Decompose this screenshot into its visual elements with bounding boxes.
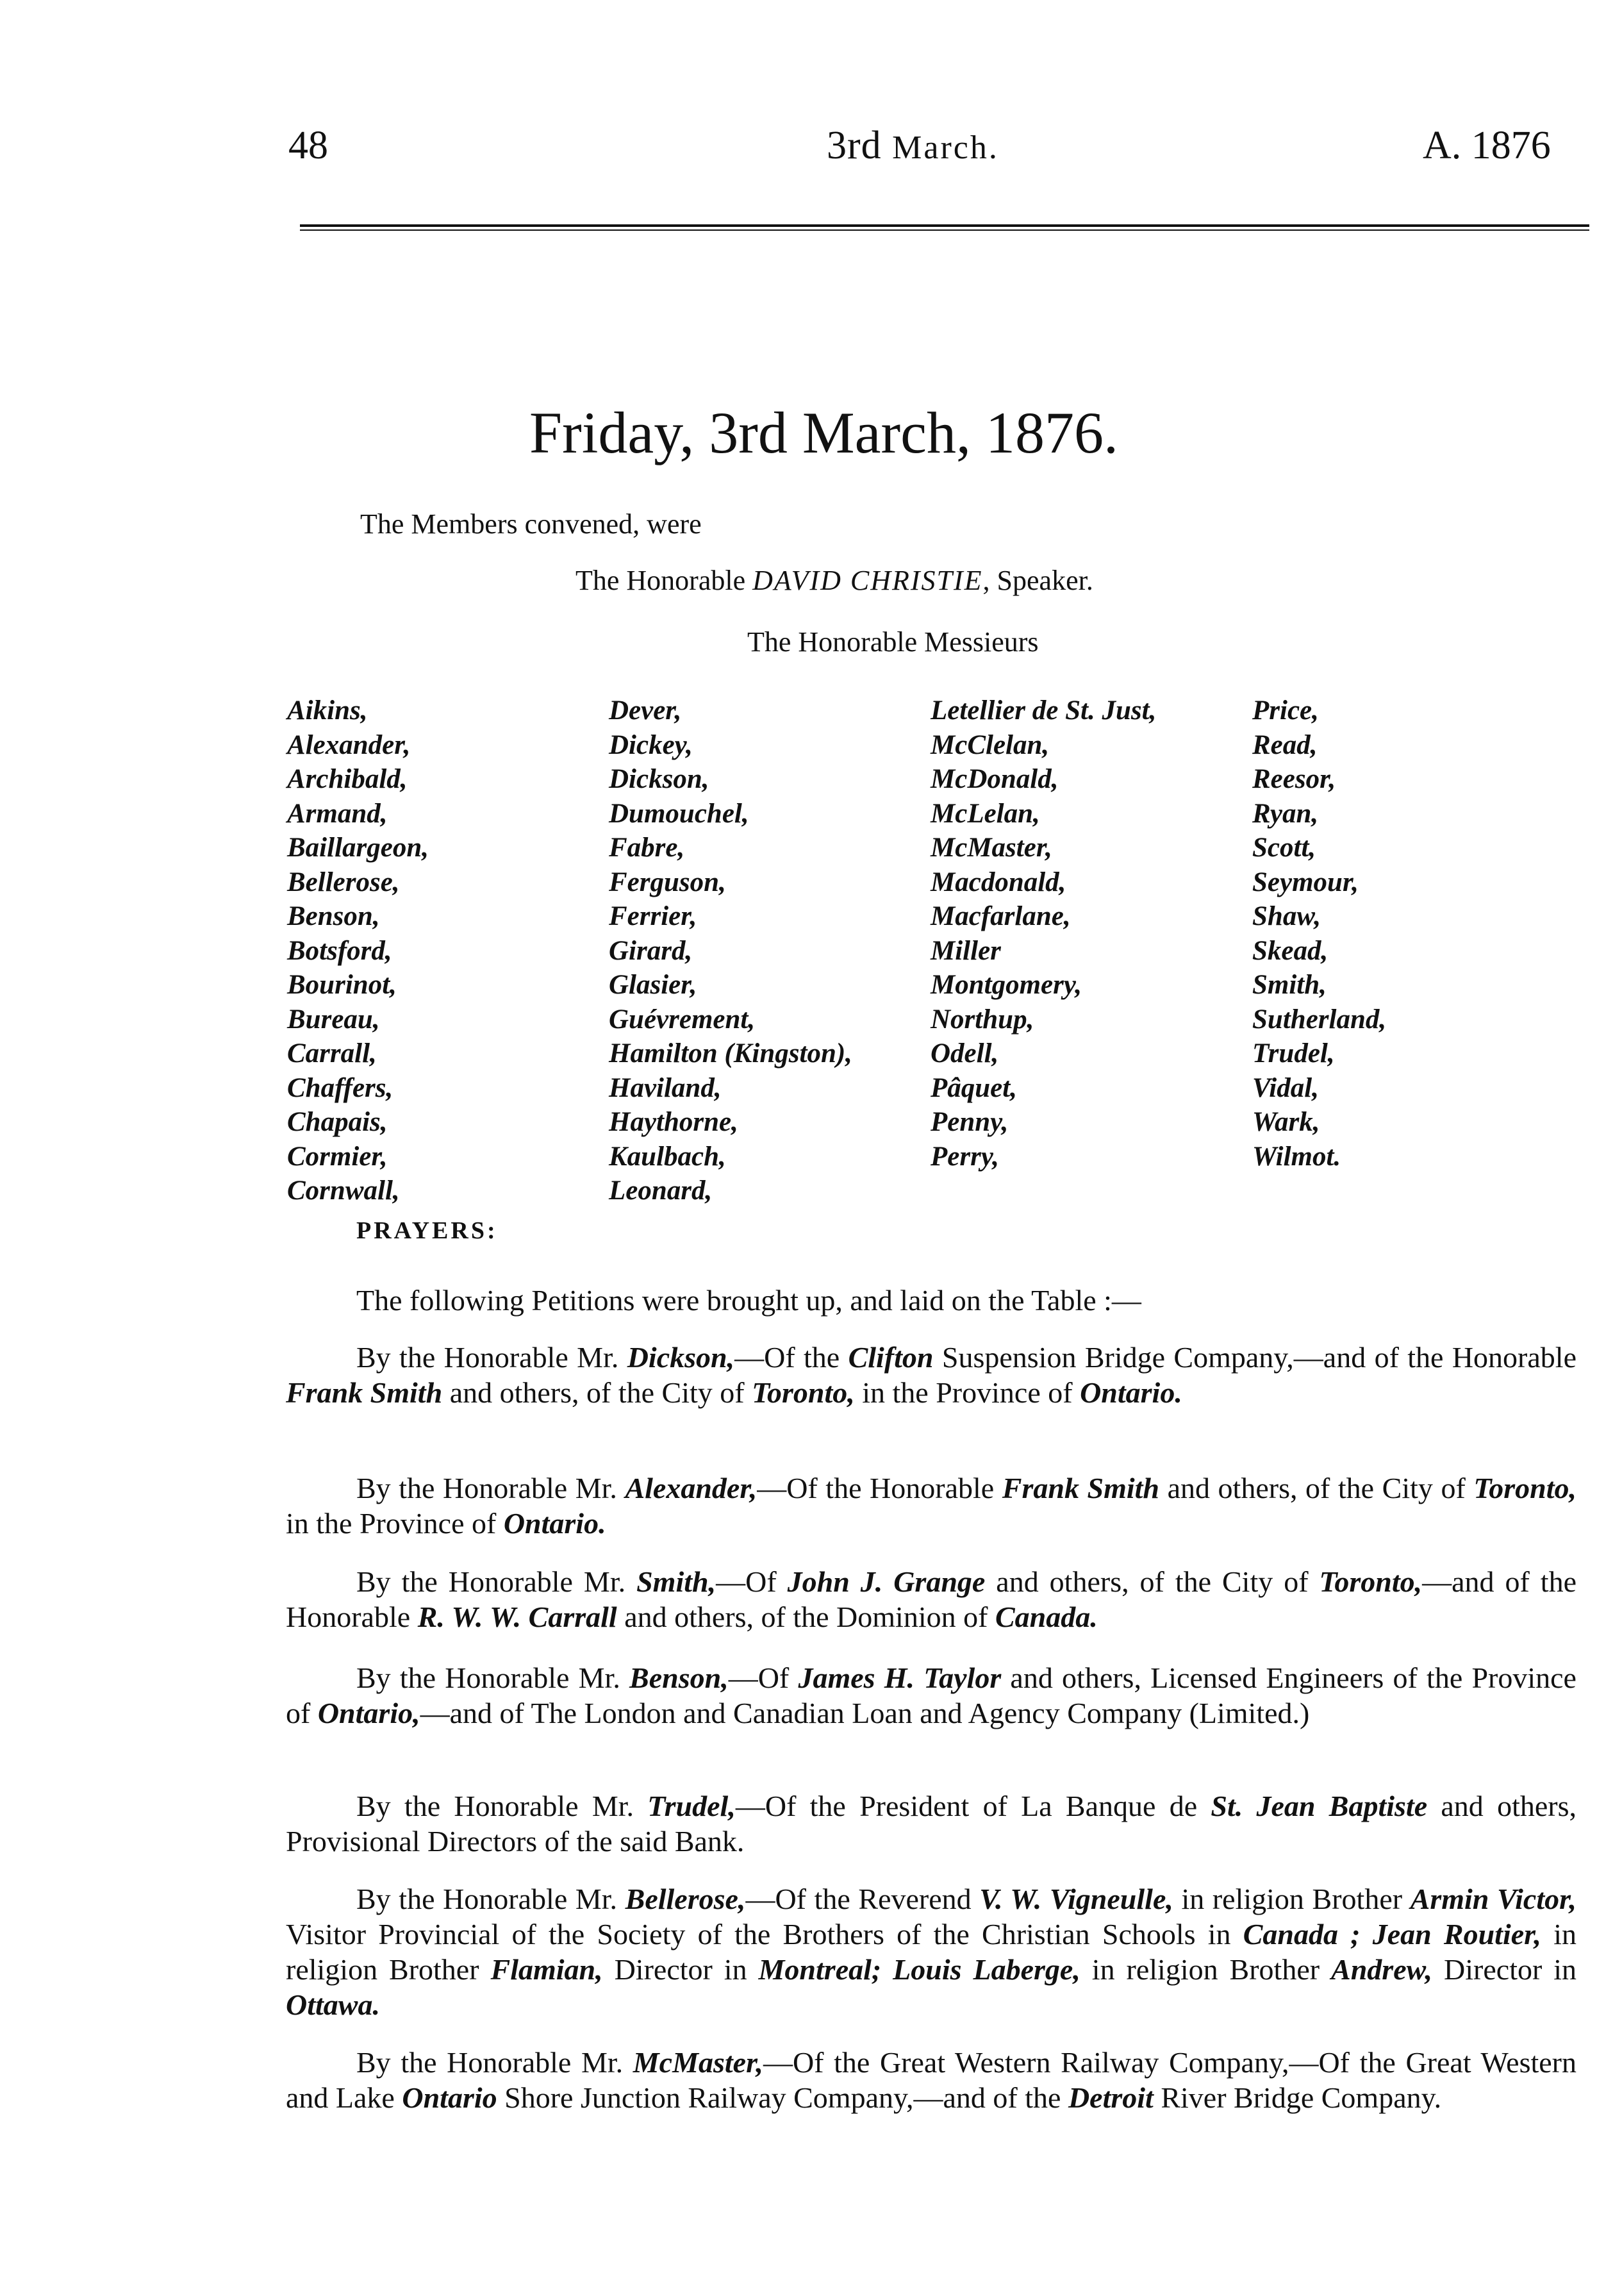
member-name: McDonald,: [931, 764, 1059, 794]
running-head-year: A. 1876: [1423, 124, 1551, 167]
member-name: Dumouchel,: [609, 798, 749, 829]
text-run: —Of: [716, 1565, 788, 1598]
text-run: —and of The London and Canadian Loan and Agency Company (Limited.): [420, 1697, 1310, 1729]
italic-run: Ontario,: [317, 1697, 420, 1729]
text-run: —Of the Great Western Railway Company,—Of the Great Western and Lake: [286, 2046, 1576, 2114]
speaker-line: [575, 564, 1093, 597]
petition-paragraph: [286, 1881, 1576, 2022]
member-name: Montgomery,: [931, 970, 1082, 1000]
text-run: By the Honorable Mr.: [356, 1341, 627, 1374]
petition-paragraph: [286, 1564, 1576, 1635]
member-name: McLelan,: [931, 798, 1040, 829]
text-run: Shore Junction Railway Company,—and of the: [497, 2081, 1068, 2114]
text-run: By the Honorable Mr.: [356, 1790, 648, 1822]
member-name: Dever,: [609, 695, 682, 726]
petition-paragraph: [286, 2045, 1576, 2115]
text-run: and others, Licensed Engineers of the Province of: [286, 1661, 1576, 1729]
italic-run: Trudel,: [647, 1790, 736, 1822]
member-name: Benson,: [287, 901, 380, 931]
italic-run: Canada.: [995, 1601, 1098, 1633]
italic-run: Ontario.: [503, 1507, 606, 1540]
petition-paragraph: [286, 1340, 1576, 1410]
text-run: and others, of the City of: [442, 1376, 752, 1409]
italic-run: Benson,: [629, 1661, 729, 1694]
italic-run: Frank Smith: [286, 1376, 443, 1409]
text-run: Director in: [602, 1953, 759, 1986]
text-run: and others, of the City of: [1159, 1472, 1474, 1504]
member-name: Sutherland,: [1252, 1004, 1387, 1035]
member-name: Girard,: [609, 935, 693, 966]
italic-run: Clifton: [848, 1341, 934, 1374]
text-run: and others, of the City of: [985, 1565, 1320, 1598]
page-title: Friday, 3rd March, 1876.: [529, 400, 1118, 465]
italic-run: Canada ; Jean Routier,: [1243, 1918, 1542, 1951]
italic-run: Ontario.: [1080, 1376, 1182, 1409]
italic-run: Alexander,: [625, 1472, 757, 1504]
member-name: Fabre,: [609, 833, 685, 863]
italic-run: R. W. W. Carrall: [417, 1601, 617, 1633]
member-name: Chapais,: [287, 1107, 388, 1137]
members-column-2: [609, 694, 852, 1208]
member-name: McMaster,: [931, 833, 1052, 863]
italic-run: Dickson,: [627, 1341, 735, 1374]
petitions-intro: The following Petitions were brought up, and laid on the Table :—: [356, 1284, 1141, 1317]
italic-run: Flamian,: [490, 1953, 603, 1986]
italic-run: Andrew,: [1331, 1953, 1433, 1986]
member-name: Bureau,: [287, 1004, 380, 1035]
text-run: By the Honorable Mr.: [356, 1883, 625, 1915]
text-run: By the Honorable Mr.: [356, 1472, 625, 1504]
member-name: Trudel,: [1252, 1038, 1335, 1069]
member-name: Odell,: [931, 1038, 999, 1069]
member-name: Dickey,: [609, 729, 693, 760]
member-name: Perry,: [931, 1141, 1000, 1172]
italic-run: Smith,: [636, 1565, 716, 1598]
running-head-month: March.: [892, 129, 999, 166]
members-column-3: [931, 694, 1156, 1174]
member-name: Archibald,: [287, 764, 408, 794]
italic-run: James H. Taylor: [798, 1661, 1002, 1694]
messieurs-heading: The Honorable Messieurs: [747, 626, 1039, 658]
member-name: Seymour,: [1252, 867, 1359, 897]
italic-run: Montreal; Louis Laberge,: [758, 1953, 1080, 1986]
prayers-heading: PRAYERS:: [356, 1217, 498, 1244]
member-name: Macdonald,: [931, 867, 1066, 897]
member-name: Northup,: [931, 1004, 1034, 1035]
member-name: Ferrier,: [609, 901, 697, 931]
member-name: Bellerose,: [287, 867, 400, 897]
italic-run: Frank Smith: [1002, 1472, 1160, 1504]
member-name: Haythorne,: [609, 1107, 738, 1137]
members-column-1: [287, 694, 429, 1208]
member-name: Aikins,: [287, 695, 368, 726]
member-name: McClelan,: [931, 729, 1050, 760]
member-name: Letellier de St. Just,: [931, 695, 1157, 726]
text-run: —Of the Reverend: [745, 1883, 980, 1915]
italic-run: Ontario: [402, 2081, 497, 2114]
member-name: Chaffers,: [287, 1072, 393, 1103]
page-number: 48: [288, 124, 328, 167]
italic-run: V. W. Vigneulle,: [979, 1883, 1173, 1915]
text-run: —Of the Honorable: [757, 1472, 1002, 1504]
member-name: Armand,: [287, 798, 388, 829]
member-name: Hamilton (Kingston),: [609, 1038, 852, 1069]
text-run: Suspension Bridge Company,—and of the Honorable: [933, 1341, 1576, 1374]
text-run: By the Honorable Mr.: [356, 1661, 630, 1694]
text-run: in religion Brother: [1080, 1953, 1332, 1986]
italic-run: St. Jean Baptiste: [1211, 1790, 1428, 1822]
member-name: Wilmot.: [1252, 1141, 1341, 1172]
member-name: Pâquet,: [931, 1072, 1017, 1103]
text-run: in religion Brother: [286, 1918, 1577, 1986]
text-run: —Of the President of La Banque de: [735, 1790, 1211, 1822]
text-run: in religion Brother: [1173, 1883, 1411, 1915]
member-name: Baillargeon,: [287, 833, 429, 863]
member-name: Scott,: [1252, 833, 1316, 863]
member-name: Haviland,: [609, 1072, 722, 1103]
text-run: By the Honorable Mr.: [356, 2046, 633, 2079]
member-name: Read,: [1252, 729, 1318, 760]
member-name: Skead,: [1252, 935, 1328, 966]
member-name: Alexander,: [287, 729, 411, 760]
italic-run: Ottawa.: [286, 1988, 380, 2021]
text-run: By the Honorable Mr.: [356, 1565, 637, 1598]
text-run: in the Province of: [854, 1376, 1080, 1409]
convened-line: The Members convened, were: [360, 508, 702, 540]
member-name: Macfarlane,: [931, 901, 1071, 931]
speaker-suffix: , Speaker.: [982, 565, 1093, 596]
italic-run: John J. Grange: [787, 1565, 986, 1598]
member-name: Penny,: [931, 1107, 1009, 1137]
member-name: Wark,: [1252, 1107, 1320, 1137]
header-rule: [300, 224, 1589, 227]
italic-run: Detroit: [1068, 2081, 1154, 2114]
italic-run: Toronto,: [1473, 1472, 1576, 1504]
text-run: and others, Provisional Directors of the said Bank.: [286, 1790, 1576, 1858]
text-run: Visitor Provincial of the Society of the Brothers of the Christian Schools in: [286, 1918, 1243, 1951]
text-run: —Of the: [734, 1341, 848, 1374]
member-name: Dickson,: [609, 764, 709, 794]
italic-run: Bellerose,: [625, 1883, 746, 1915]
running-head-date: [827, 126, 999, 165]
member-name: Botsford,: [287, 935, 392, 966]
italic-run: Toronto,: [752, 1376, 855, 1409]
text-run: in the Province of: [286, 1507, 504, 1540]
petition-paragraph: [286, 1788, 1576, 1859]
text-run: —and of the Honorable: [286, 1565, 1577, 1633]
member-name: Smith,: [1252, 970, 1327, 1000]
member-name: Miller: [931, 935, 1001, 966]
member-name: Shaw,: [1252, 901, 1321, 931]
italic-run: McMaster,: [633, 2046, 763, 2079]
text-run: —Of: [728, 1661, 799, 1694]
members-column-4: [1252, 694, 1386, 1174]
member-name: Cornwall,: [287, 1176, 400, 1206]
running-head-day: 3rd: [827, 124, 882, 167]
member-name: Carrall,: [287, 1038, 377, 1069]
italic-run: Armin Victor,: [1410, 1883, 1576, 1915]
member-name: Guévrement,: [609, 1004, 756, 1035]
member-name: Price,: [1252, 695, 1319, 726]
member-name: Ryan,: [1252, 798, 1319, 829]
member-name: Glasier,: [609, 970, 697, 1000]
member-name: Kaulbach,: [609, 1141, 726, 1172]
member-name: Ferguson,: [609, 867, 726, 897]
petition-paragraph: [286, 1660, 1576, 1731]
member-name: Cormier,: [287, 1141, 388, 1172]
header-rule-thin: [300, 229, 1589, 231]
member-name: Vidal,: [1252, 1072, 1319, 1103]
speaker-prefix: The Honorable: [575, 565, 746, 596]
member-name: Leonard,: [609, 1176, 713, 1206]
text-run: River Bridge Company.: [1153, 2081, 1442, 2114]
member-name: Bourinot,: [287, 970, 397, 1000]
text-run: Director in: [1432, 1953, 1577, 1986]
petition-paragraph: [286, 1470, 1576, 1541]
text-run: and others, of the Dominion of: [617, 1601, 995, 1633]
member-name: Reesor,: [1252, 764, 1336, 794]
speaker-name: DAVID CHRISTIE: [752, 565, 983, 596]
italic-run: Toronto,: [1319, 1565, 1423, 1598]
